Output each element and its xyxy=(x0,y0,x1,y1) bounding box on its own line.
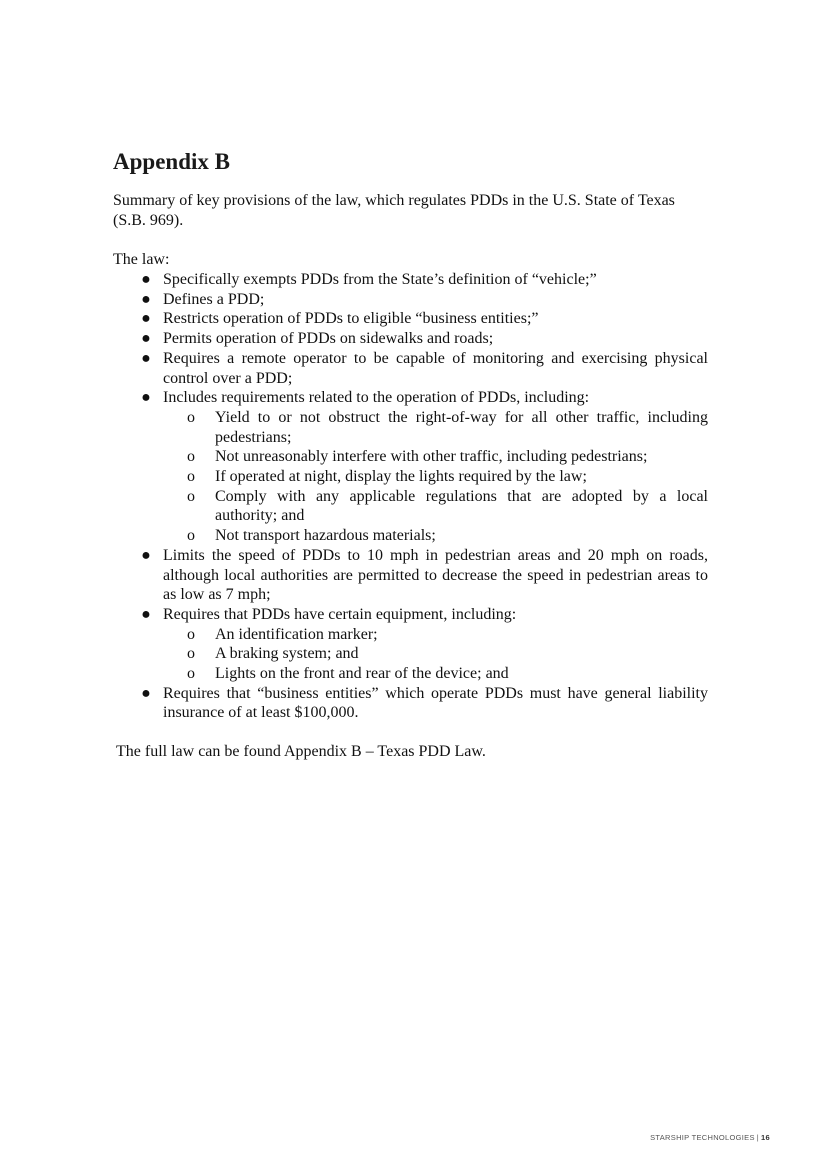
list-item-text: Includes requirements related to the operation of PDDs, including: xyxy=(163,389,590,407)
bullet-icon: ● xyxy=(141,389,151,407)
list-item xyxy=(113,290,708,310)
list-item-text: Defines a PDD; xyxy=(163,290,265,308)
list-item-text: Specifically exempts PDDs from the State’s definition of “vehicle;” xyxy=(163,271,597,288)
bullet-icon: ● xyxy=(141,310,151,328)
list-item-text: Permits operation of PDDs on sidewalks and roads; xyxy=(163,330,494,348)
sub-list xyxy=(163,625,708,684)
list-item xyxy=(113,270,708,290)
closing-paragraph: The full law can be found Appendix B – Texas PDD Law. xyxy=(116,743,486,760)
sub-list-item-text: Not unreasonably interfere with other traffic, including pedestrians; xyxy=(215,448,648,466)
sub-bullet-icon: o xyxy=(187,645,195,663)
sub-list-item xyxy=(163,408,708,447)
sub-list-item xyxy=(163,526,708,546)
list-item-text: Limits the speed of PDDs to 10 mph in pedestrian areas and 20 mph on roads, although local authorities are permitted to decrease the speed in pedestrian areas to as low as 7 mph; xyxy=(163,546,708,604)
sub-bullet-icon: o xyxy=(187,487,195,505)
list-item xyxy=(113,684,708,723)
list-item-text: Requires that PDDs have certain equipment, including: xyxy=(163,605,517,623)
list-item-text: Restricts operation of PDDs to eligible “business entities;” xyxy=(163,310,539,328)
sub-bullet-icon: o xyxy=(187,468,195,486)
page-heading: Appendix B xyxy=(113,149,230,174)
footer-company: STARSHIP TECHNOLOGIES xyxy=(650,1133,755,1142)
list-item xyxy=(113,349,708,388)
sub-list-item xyxy=(163,625,708,645)
sub-list-item xyxy=(163,447,708,467)
page-number: 16 xyxy=(761,1133,770,1142)
bullet-icon: ● xyxy=(141,684,151,702)
sub-bullet-icon: o xyxy=(187,408,195,426)
list-item xyxy=(113,388,708,546)
intro-text: The law: xyxy=(113,251,170,268)
sub-list-item-text: Comply with any applicable regulations that are adopted by a local authority; and xyxy=(215,487,708,525)
bullet-icon: ● xyxy=(141,271,151,288)
sub-list-item xyxy=(163,487,708,526)
sub-list-item-text: If operated at night, display the lights required by the law; xyxy=(215,468,587,486)
sub-list-item xyxy=(163,467,708,487)
sub-list-item-text: A braking system; and xyxy=(215,645,359,663)
list-item xyxy=(113,329,708,349)
bullet-icon: ● xyxy=(141,605,151,623)
footer-separator: | xyxy=(756,1133,760,1142)
list-item-text: Requires that “business entities” which operate PDDs must have general liability insurance of at least $100,000. xyxy=(163,684,708,722)
page-footer xyxy=(650,1133,770,1142)
sub-bullet-icon: o xyxy=(187,625,195,643)
sub-bullet-icon: o xyxy=(187,527,195,545)
list-item xyxy=(113,605,708,684)
sub-list-item-text: An identification marker; xyxy=(215,625,378,643)
bullet-icon: ● xyxy=(141,546,151,564)
sub-list-item xyxy=(163,644,708,664)
sub-list-item xyxy=(163,664,708,684)
bullet-icon: ● xyxy=(141,349,151,367)
list-item xyxy=(113,309,708,329)
list-item xyxy=(113,546,708,605)
bullet-icon: ● xyxy=(141,290,151,308)
sub-bullet-icon: o xyxy=(187,448,195,466)
summary-paragraph: Summary of key provisions of the law, which regulates PDDs in the U.S. State of Texas (S.B. 969). xyxy=(113,192,675,229)
sub-list-item-text: Lights on the front and rear of the device; and xyxy=(215,665,509,683)
sub-list-item-text: Yield to or not obstruct the right-of-way for all other traffic, including pedestrians; xyxy=(215,408,708,446)
provisions-list xyxy=(113,270,708,723)
bullet-icon: ● xyxy=(141,330,151,348)
list-item-text: Requires a remote operator to be capable of monitoring and exercising physical control over a PDD; xyxy=(163,349,708,387)
sub-list xyxy=(163,408,708,546)
sub-list-item-text: Not transport hazardous materials; xyxy=(215,527,436,545)
sub-bullet-icon: o xyxy=(187,665,195,683)
